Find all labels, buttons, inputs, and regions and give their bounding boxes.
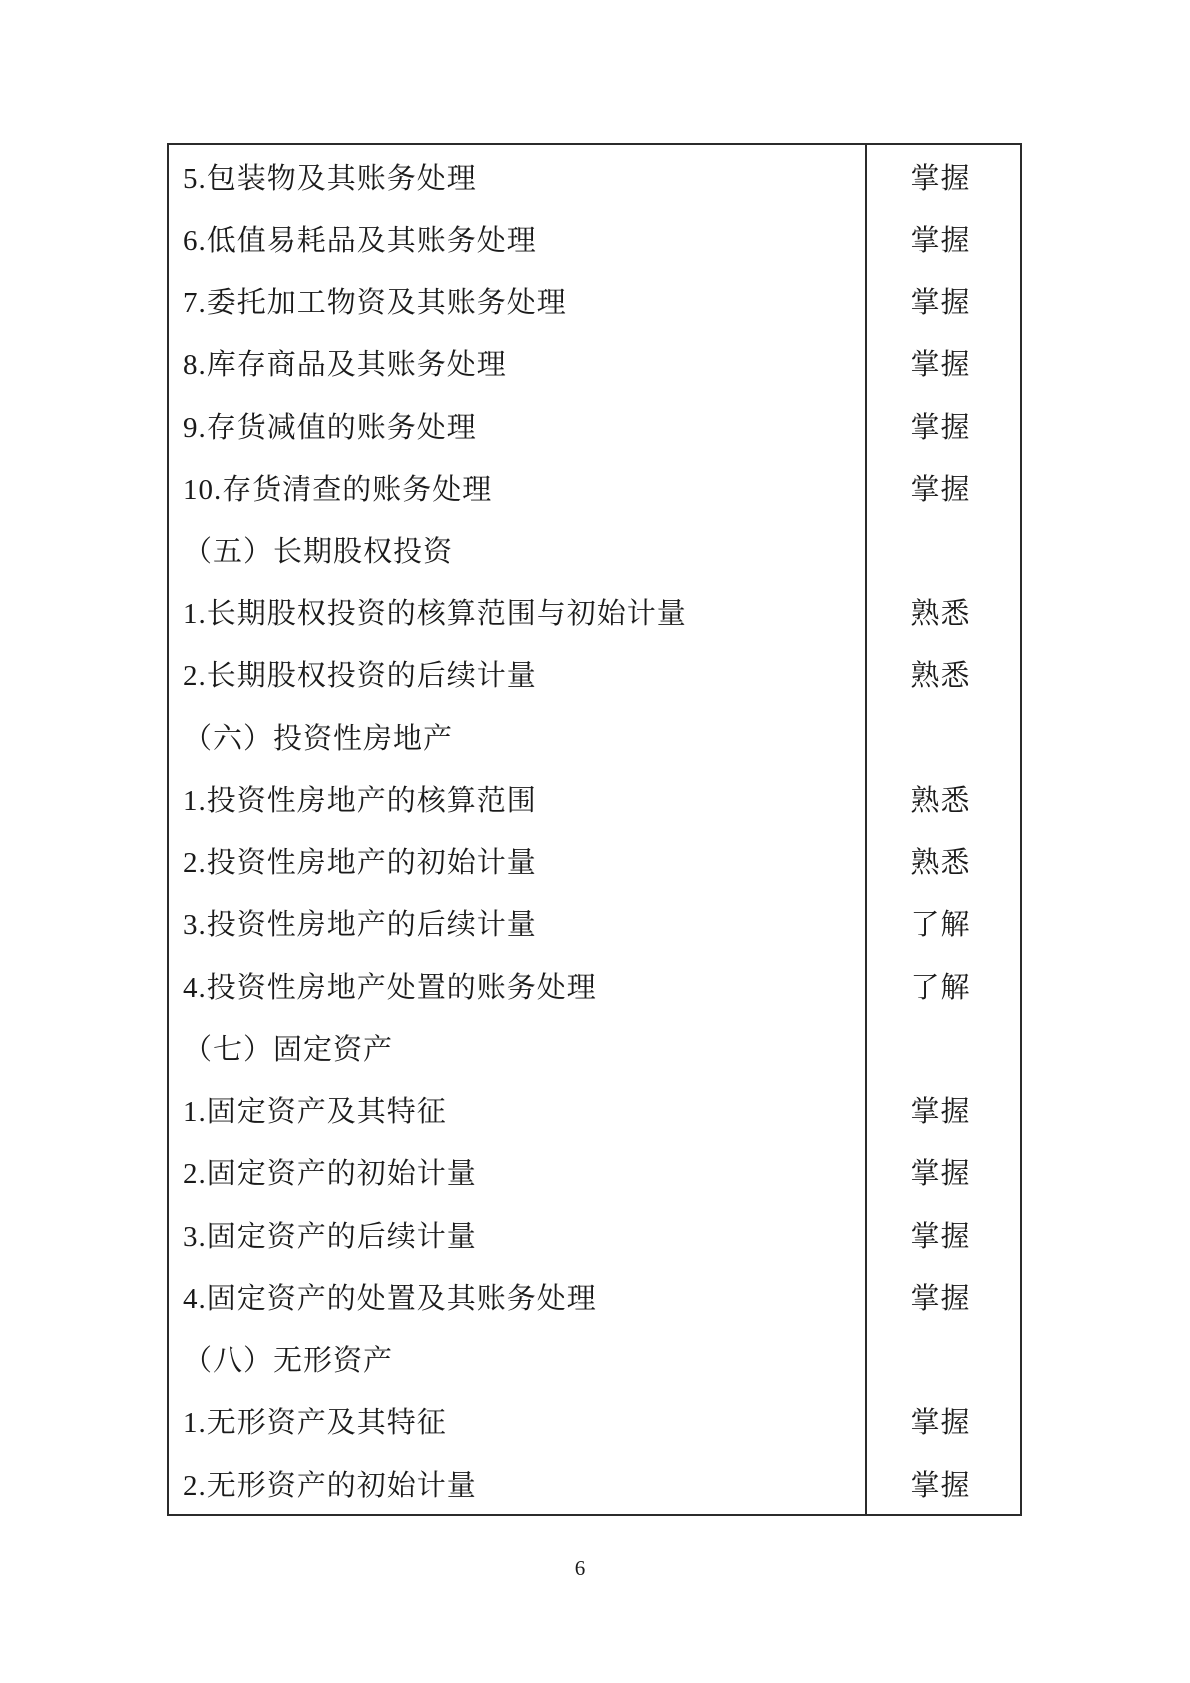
mastery-level-cell: 掌握 (910, 1220, 971, 1253)
topic-cell: 3.投资性房地产的后续计量 (169, 892, 867, 954)
mastery-level-cell (867, 1016, 1020, 1078)
table-row (169, 1265, 1020, 1327)
mastery-level-cell: 掌握 (910, 1158, 971, 1191)
table-row (169, 394, 1020, 456)
mastery-level-cell: 掌握 (910, 1282, 971, 1315)
topic-cell: 1.固定资产及其特征 (169, 1079, 867, 1141)
topic-cell: 10.存货清查的账务处理 (169, 456, 867, 518)
mastery-level-cell: 掌握 (910, 162, 971, 195)
syllabus-table (167, 143, 1022, 1516)
topic-cell: 4.投资性房地产处置的账务处理 (169, 954, 867, 1016)
topic-cell: 1.无形资产及其特征 (169, 1390, 867, 1452)
table-row (169, 830, 1020, 892)
table-row (169, 269, 1020, 331)
topic-cell: （七）固定资产 (169, 1016, 867, 1078)
page-number: 6 (574, 1556, 586, 1580)
table-row-section (169, 1327, 1020, 1389)
topic-cell: 6.低值易耗品及其账务处理 (169, 207, 867, 269)
mastery-level-cell: 掌握 (910, 411, 971, 444)
table-row (169, 145, 1020, 207)
table-row (169, 456, 1020, 518)
mastery-level-cell: 掌握 (910, 1096, 971, 1129)
topic-cell: 2.固定资产的初始计量 (169, 1141, 867, 1203)
table-row (169, 1452, 1020, 1514)
table-row-section (169, 1016, 1020, 1078)
topic-cell: （五）长期股权投资 (169, 518, 867, 580)
table-row (169, 643, 1020, 705)
mastery-level-cell: 掌握 (910, 224, 971, 257)
mastery-level-cell: 掌握 (910, 473, 971, 506)
mastery-level-cell: 熟悉 (910, 660, 971, 693)
mastery-level-cell: 熟悉 (910, 598, 971, 631)
table-row (169, 954, 1020, 1016)
table-row-section (169, 705, 1020, 767)
mastery-level-cell: 掌握 (910, 349, 971, 382)
table-row (169, 892, 1020, 954)
table-row (169, 1141, 1020, 1203)
table-row-section (169, 518, 1020, 580)
table-row (169, 1203, 1020, 1265)
topic-cell: 1.长期股权投资的核算范围与初始计量 (169, 581, 867, 643)
topic-cell: 3.固定资产的后续计量 (169, 1203, 867, 1265)
mastery-level-cell (867, 518, 1020, 580)
table-row (169, 1390, 1020, 1452)
topic-cell: 2.投资性房地产的初始计量 (169, 830, 867, 892)
topic-cell: 4.固定资产的处置及其账务处理 (169, 1265, 867, 1327)
mastery-level-cell: 熟悉 (910, 847, 971, 880)
topic-cell: 9.存货减值的账务处理 (169, 394, 867, 456)
topic-cell: 2.无形资产的初始计量 (169, 1452, 867, 1514)
mastery-level-cell (867, 1327, 1020, 1389)
mastery-level-cell: 了解 (910, 909, 971, 942)
mastery-level-cell (867, 705, 1020, 767)
mastery-level-cell: 熟悉 (910, 784, 971, 817)
topic-cell: 2.长期股权投资的后续计量 (169, 643, 867, 705)
topic-cell: （八）无形资产 (169, 1327, 867, 1389)
topic-cell: （六）投资性房地产 (169, 705, 867, 767)
table-row (169, 581, 1020, 643)
table-row (169, 1079, 1020, 1141)
mastery-level-cell: 了解 (910, 971, 971, 1004)
table-row (169, 207, 1020, 269)
mastery-level-cell: 掌握 (910, 287, 971, 320)
topic-cell: 1.投资性房地产的核算范围 (169, 767, 867, 829)
table-row (169, 767, 1020, 829)
mastery-level-cell: 掌握 (910, 1407, 971, 1440)
mastery-level-cell: 掌握 (910, 1469, 971, 1502)
table-row (169, 332, 1020, 394)
topic-cell: 8.库存商品及其账务处理 (169, 332, 867, 394)
topic-cell: 5.包装物及其账务处理 (169, 145, 867, 207)
topic-cell: 7.委托加工物资及其账务处理 (169, 269, 867, 331)
